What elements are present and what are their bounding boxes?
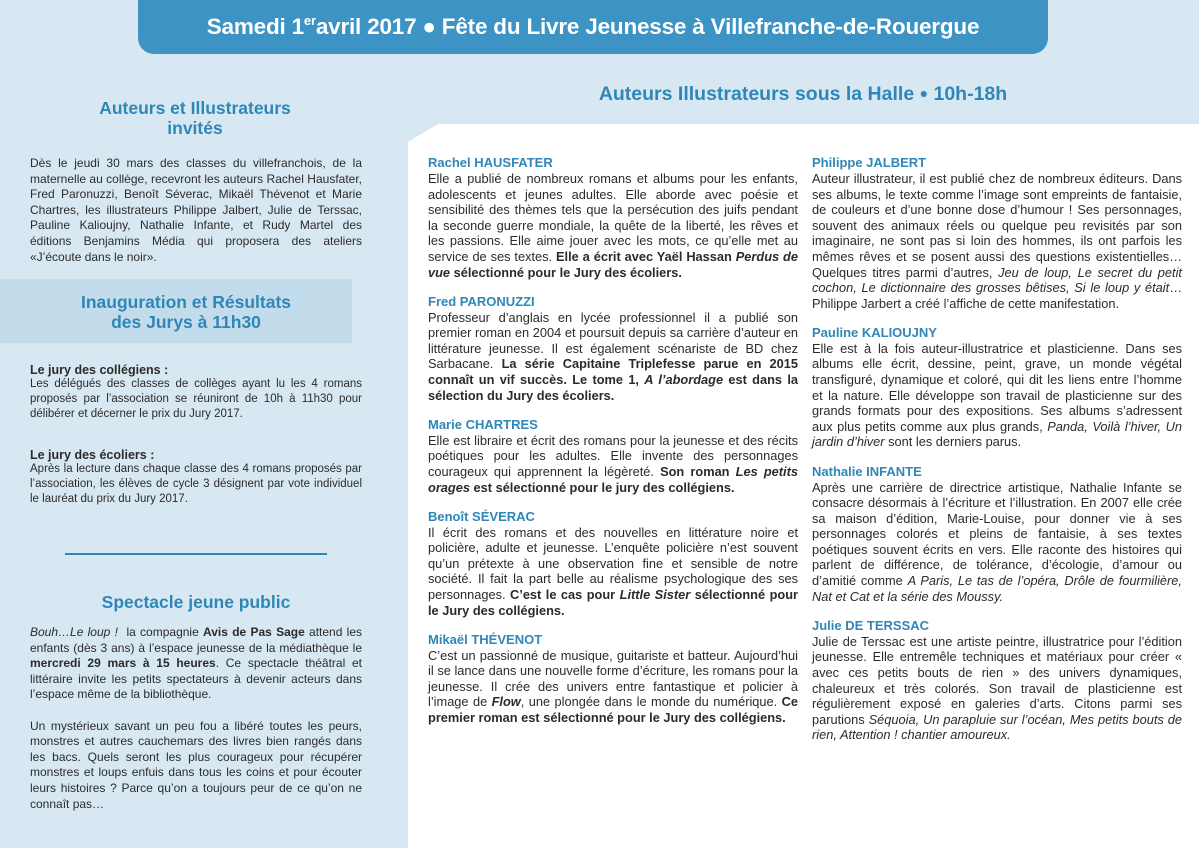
author-selection-b: sélectionné pour le Jury des écoliers.	[450, 264, 682, 280]
author-book-titles: Séquoia, Un parapluie sur l’océan, Mes petits bouts de rien, Attention ! chantier amoureux.	[812, 711, 1183, 743]
author-terssac	[812, 618, 1182, 743]
inauguration-title-line2: des Jurys à 11h30	[111, 312, 261, 332]
authors-invites-text: Dès le jeudi 30 mars des classes du villefranchois, de la maternelle au collège, recevront les auteurs Rachel Hausfater, Fred Paronuzzi, Benoît Séverac, Mikaël Thévenot et Marie Chartres, les illustrateurs Philippe Jalbert, Julie de Terssac, Pauline Kalioujny, Nathalie Infante, et Rudy Martel des éditions Benjamins Média qui proposera des ateliers «J’écoute dans le noir».	[30, 156, 362, 264]
author-book-titles: Panda, Voilà l’hiver, Un jardin d’hiver	[812, 418, 1183, 450]
author-chartres	[428, 417, 798, 495]
spectacle-paragraph-2: Un mystérieux savant un peu fou a libéré toutes les peurs, monstres et autres cauchemars des livres bien rangés dans les bacs. Quels seront les plus courageux pour récupérer monstres et loups enfuis dans tous les coins et pour écouter leurs histoires ? Parce qu’on a toujours peur de ce qu’on ne connaît pas…	[30, 718, 362, 811]
author-selection-a: Elle a écrit avec Yaël Hassan	[556, 248, 736, 264]
author-selection-a: La série Capitaine Triplefesse parue en 2015 connaît un vif succès. Le tome 1,	[428, 356, 798, 388]
author-jalbert	[812, 155, 1182, 311]
author-bio-b: …Philippe Jarbert a créé l’affiche de cette manifestation.	[812, 280, 1182, 311]
jury-colleges-title: Le jury des collégiens :	[30, 363, 169, 377]
author-bio: Elle a publié de nombreux romans et albums pour les enfants, adolescents et jeunes adultes. Elle aborde avec poésie et sensibilité des thèmes tels que la persécution des juifs pendant la seconde guerre mondiale, la quête de la liberté, les rêves et les passions. Elle aime jouer avec les mots, ce qu’elle met au service de ses textes.	[428, 171, 798, 264]
author-thevenot	[428, 632, 798, 726]
author-selection-b: est dans la sélection du Jury des écoliers.	[428, 372, 799, 403]
section-divider	[65, 553, 327, 555]
jury-ecoliers-text: Après la lecture dans chaque classe des 4 romans proposés par l’association, les élèves de cycle 3 désignent par vote individuel le lauréat du prix du Jury 2017.	[30, 463, 362, 505]
author-bio-b: sont les derniers parus.	[884, 434, 1022, 450]
author-bio-b: , une plongée dans le monde du numérique.	[520, 694, 782, 710]
author-book-title: Les petits orages	[428, 463, 798, 495]
halle-title-bullet: ●	[919, 85, 929, 101]
author-name: Philippe JALBERT	[812, 155, 927, 170]
author-bio: Professeur d’anglais en lycée professionnel il a publié son premier roman en 2004 et poursuit depuis sa carrière d’auteur en littérature jeunesse. Il est également scénariste de BD chez Sarbacane.	[428, 309, 798, 372]
author-book-titles: A Paris, Le tas de l’opéra, Drôle de fourmilière, Nat et Cat et la série des Moussy.	[812, 573, 1182, 604]
author-bio: Il écrit des romans et des nouvelles en littérature noire et policière, adulte et jeunesse. L’enquête policière n’est souvent qu’un prétexte à une observation fine et sensible de notre société. Il fait la part belle au réalisme psychologique des ses personnages.	[428, 524, 798, 602]
author-bio-a: C’est un passionné de musique, guitariste et batteur. Aujourd’hui il se lance dans une nouvelle forme d’écriture, les romans pour la jeunesse. Il crée des univers entre fantastique et policier à l’image de	[428, 647, 798, 710]
banner-bullet: ●	[422, 14, 436, 39]
author-name: Mikaël THÉVENOT	[428, 631, 543, 647]
banner-event: Fête du Livre Jeunesse à Villefranche-de-Rouergue	[441, 14, 980, 39]
author-name: Benoît SÉVERAC	[428, 508, 535, 524]
spectacle-heading: Spectacle jeune public	[101, 592, 291, 612]
author-book-titles: Jeu de loup, Le secret du petit cochon, Le dictionnaire des grosses bêtises, Si le loup y était	[812, 264, 1182, 296]
authors-invites-heading	[30, 98, 360, 138]
banner-date-pre: Samedi 1	[206, 14, 304, 39]
halle-title-hours: 10h-18h	[933, 83, 1008, 105]
author-severac	[428, 509, 798, 619]
author-hausfater	[428, 155, 798, 280]
jury-ecoliers-section	[30, 448, 362, 507]
inauguration-heading	[20, 292, 352, 332]
authors-column-1	[428, 155, 798, 739]
author-book-title: Perdus de vue	[428, 248, 798, 280]
author-selection-a: Son roman	[660, 463, 736, 479]
author-bio: Elle est libraire et écrit des romans pour la jeunesse et des récits poétiques pour les adultes. Elle invente des personnages courageux qui apprennent la légèreté.	[428, 432, 798, 479]
author-book-title: A l’abordage	[644, 372, 724, 388]
inauguration-title-line1: Inauguration et Résultats	[80, 292, 292, 312]
spectacle-p1-b: attend les enfants (dès 3 ans) à l’espace jeunesse de la médiathèque le	[30, 625, 362, 655]
header-banner	[138, 0, 1048, 54]
author-infante	[812, 464, 1182, 605]
author-name: Rachel HAUSFATER	[428, 155, 553, 170]
author-bio-a: Auteur illustrateur, il est publié chez de nombreux éditeurs. Dans ses albums, le texte comme l’image sont empreints de fantaisie, de couleurs et d’une bonne dose d’humour ! Ses personnages, souvent des animaux réels ou quelque peu revisités par son imaginaire, ne sont pas si loin des hommes, ils ont parfois les mêmes rêves et se posent aussi des questions existentielles…Quelques titres parmi d’autres,	[812, 171, 1182, 280]
spectacle-paragraph-1	[30, 625, 362, 703]
author-selection-b: est sélectionné pour le jury des collégiens.	[469, 479, 735, 495]
spectacle-show-title: Bouh…Le loup !	[30, 625, 118, 639]
author-selection-b: sélectionné pour le Jury des collégiens.	[428, 586, 799, 618]
spectacle-text	[30, 625, 362, 812]
author-name: Julie DE TERSSAC	[812, 617, 930, 633]
author-book-title: Little Sister	[619, 586, 691, 602]
author-name: Nathalie INFANTE	[812, 463, 922, 479]
author-bio-a: Elle est à la fois auteur-illustratrice et plasticienne. Dans ses albums elle écrit, dessine, peint, grave, un monde végétal transfiguré, dynamique et coloré, qui dit les liens entre l’homme et la nature. Elle développe son travail de plasticienne sur des grands formats pour des expositions. Ses albums s’adressent aux plus petits comme aux plus grands,	[812, 340, 1182, 434]
banner-date-sup: er	[303, 12, 316, 28]
author-name: Pauline KALIOUJNY	[812, 324, 937, 340]
halle-title	[450, 83, 1156, 106]
author-selection: Ce premier roman est sélectionné pour le Jury des collégiens.	[428, 694, 798, 726]
spectacle-p1-a: la compagnie	[117, 625, 204, 639]
banner-date-post: avril 2017	[315, 14, 417, 39]
halle-title-text: Auteurs Illustrateurs sous la Halle	[598, 83, 915, 105]
authors-invites-title-line2: invités	[167, 118, 223, 138]
author-name: Marie CHARTRES	[428, 416, 538, 432]
author-book-title: Flow	[491, 694, 521, 710]
author-bio-a: Après une carrière de directrice artistique, Nathalie Infante se consacre désormais à l’écriture et l’illustration. En 2007 elle crée sa maison d’édition, Marie-Louise, pour donner vie à ses personnages colorés et pleins de fantaisie, à ses textes poétiques souvent écrits en vers. Elle raconte des histoires qui parlent de différence, de tolérance, d’écologie, d’amour ou d’amitié comme	[812, 479, 1182, 589]
spectacle-date: mercredi 29 mars à 15 heures	[30, 656, 216, 671]
author-bio-a: Julie de Terssac est une artiste peintre, illustratrice pour l’édition jeunesse. Elle entremêle techniques et matériaux pour créer « avec ces petits bouts de rien » des univers dynamiques, chaleureux et très colorés. Son travail de plasticienne est régulièrement exposé en galeries d’arts. Citons parmi ses parutions	[812, 633, 1182, 727]
jury-ecoliers-title: Le jury des écoliers :	[30, 448, 155, 462]
spectacle-p1-c: . Ce spectacle théâtral et littéraire invite les petits spectateurs à devenir acteurs dans l’espace même de la bibliothèque.	[30, 656, 362, 702]
authors-column-2	[812, 155, 1182, 756]
jury-colleges-text: Les délégués des classes de collèges ayant lu les 4 romans proposés par l’association se réuniront de 10h à 11h30 pour délibérer et décerner le prix du Jury 2017.	[30, 378, 362, 420]
author-paronuzzi	[428, 294, 798, 404]
jury-colleges-section	[30, 363, 362, 422]
right-panel-corner	[408, 124, 438, 142]
author-name: Fred PARONUZZI	[428, 293, 535, 309]
authors-invites-title-line1: Auteurs et Illustrateurs	[99, 98, 291, 118]
spectacle-company: Avis de Pas Sage	[203, 625, 305, 639]
author-kalioujny	[812, 325, 1182, 450]
author-selection-a: C’est le cas pour	[510, 586, 620, 602]
